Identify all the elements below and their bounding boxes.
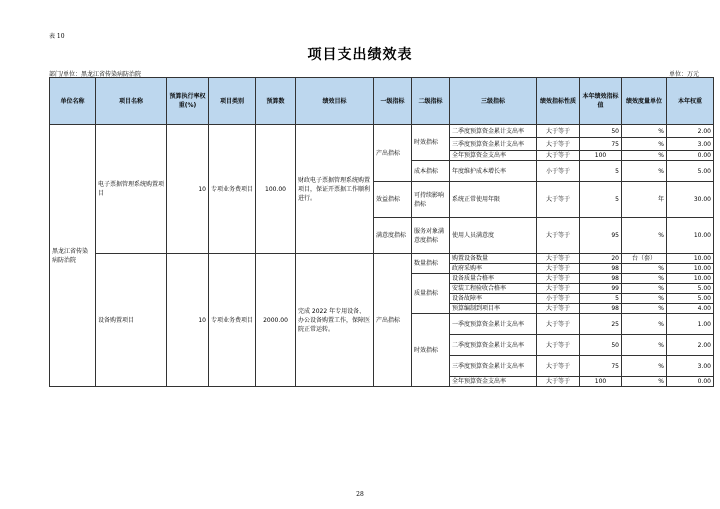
value-cell: 95 — [580, 218, 622, 254]
header-level2: 二级指标 — [412, 78, 450, 125]
value-cell: 5 — [580, 161, 622, 182]
exec-weight-cell: 10 — [167, 254, 209, 387]
weight-cell: 1.00 — [667, 314, 714, 335]
exec-weight-cell: 10 — [167, 125, 209, 254]
nature-cell: 大于等于 — [537, 182, 580, 218]
weight-cell: 10.00 — [667, 218, 714, 254]
nature-cell: 大于等于 — [537, 356, 580, 377]
value-cell: 75 — [580, 356, 622, 377]
value-cell: 100 — [580, 151, 622, 161]
level3-cell: 系统正常使用年限 — [450, 182, 537, 218]
table-number: 表 10 — [49, 33, 65, 40]
weight-cell: 5.00 — [667, 161, 714, 182]
level3-cell: 政府采购率 — [450, 264, 537, 274]
value-cell: 25 — [580, 314, 622, 335]
level3-cell: 三季度预算资金累计支出率 — [450, 356, 537, 377]
level3-cell: 三季度预算资金累计支出率 — [450, 138, 537, 151]
value-cell: 100 — [580, 377, 622, 387]
value-cell: 5 — [580, 182, 622, 218]
measure-unit-cell: % — [622, 151, 667, 161]
nature-cell: 大于等于 — [537, 284, 580, 294]
level3-cell: 设备质量合格率 — [450, 274, 537, 284]
measure-unit-cell: % — [622, 284, 667, 294]
value-cell: 5 — [580, 294, 622, 304]
table-row — [50, 254, 714, 264]
project-name-cell: 设备购置项目 — [96, 254, 167, 387]
level2-cell: 成本指标 — [412, 161, 450, 182]
measure-unit-cell: % — [622, 218, 667, 254]
value-cell: 75 — [580, 138, 622, 151]
level3-cell: 二季度预算资金累计支出率 — [450, 335, 537, 356]
level2-cell: 服务对象满意度指标 — [412, 218, 450, 254]
nature-cell: 大于等于 — [537, 125, 580, 138]
level3-cell: 设备故障率 — [450, 294, 537, 304]
level3-cell: 购置设备数量 — [450, 254, 537, 264]
page-number: 28 — [356, 491, 364, 498]
goal-cell: 财政电子票据管理系统购置项目，保证开票据工作顺利进行。 — [296, 125, 374, 254]
level2-cell: 质量指标 — [412, 274, 450, 314]
nature-cell: 小于等于 — [537, 294, 580, 304]
budget-cell: 100.00 — [256, 125, 296, 254]
weight-cell: 2.00 — [667, 335, 714, 356]
table-header-row — [50, 78, 714, 125]
weight-cell: 10.00 — [667, 264, 714, 274]
measure-unit-cell: % — [622, 377, 667, 387]
value-cell: 20 — [580, 254, 622, 264]
category-cell: 专项业务费项目 — [209, 254, 256, 387]
measure-unit-cell: % — [622, 314, 667, 335]
nature-cell: 小于等于 — [537, 161, 580, 182]
header-measure-unit: 绩效度量单位 — [622, 78, 667, 125]
weight-cell: 5.00 — [667, 284, 714, 294]
value-cell: 98 — [580, 274, 622, 284]
category-cell: 专项业务费项目 — [209, 125, 256, 254]
department-label: 部门/单位：黑龙江省传染病防治院 — [49, 71, 142, 78]
level3-cell: 年度维护成本增长率 — [450, 161, 537, 182]
header-unit-name: 单位名称 — [50, 78, 96, 125]
measure-unit-cell: % — [622, 264, 667, 274]
level3-cell: 预算编制到项目率 — [450, 304, 537, 314]
weight-cell: 3.00 — [667, 356, 714, 377]
weight-cell: 3.00 — [667, 138, 714, 151]
level3-cell: 一季度预算资金累计支出率 — [450, 314, 537, 335]
measure-unit-cell: % — [622, 304, 667, 314]
header-goal: 绩效目标 — [296, 78, 374, 125]
nature-cell: 大于等于 — [537, 254, 580, 264]
weight-cell: 0.00 — [667, 377, 714, 387]
performance-table — [49, 77, 714, 387]
nature-cell: 大于等于 — [537, 304, 580, 314]
value-cell: 50 — [580, 125, 622, 138]
goal-cell: 完成 2022 年专用设备、办公设备购置工作，保障医院正常运转。 — [296, 254, 374, 387]
weight-cell: 5.00 — [667, 294, 714, 304]
nature-cell: 大于等于 — [537, 264, 580, 274]
weight-cell: 4.00 — [667, 304, 714, 314]
weight-cell: 2.00 — [667, 125, 714, 138]
weight-cell: 0.00 — [667, 151, 714, 161]
measure-unit-cell: 台（套） — [622, 254, 667, 264]
nature-cell: 大于等于 — [537, 218, 580, 254]
table-row — [50, 125, 714, 138]
measure-unit-cell: % — [622, 125, 667, 138]
level2-cell: 时效指标 — [412, 125, 450, 161]
header-project-category: 项目类别 — [209, 78, 256, 125]
level3-cell: 二季度预算资金累计支出率 — [450, 125, 537, 138]
nature-cell: 大于等于 — [537, 138, 580, 151]
level2-cell: 时效指标 — [412, 314, 450, 387]
header-exec-weight: 预算执行率权重(%) — [167, 78, 209, 125]
page-title: 项目支出绩效表 — [307, 47, 413, 63]
project-name-cell: 电子票据管理系统购置项目 — [96, 125, 167, 254]
level3-cell: 使用人员满意度 — [450, 218, 537, 254]
nature-cell: 大于等于 — [537, 335, 580, 356]
level1-cell: 满意度指标 — [374, 218, 412, 254]
measure-unit-cell: % — [622, 294, 667, 304]
measure-unit-cell: % — [622, 138, 667, 151]
level3-cell: 全年预算资金支出率 — [450, 377, 537, 387]
level2-cell: 数量指标 — [412, 254, 450, 274]
weight-cell: 10.00 — [667, 254, 714, 264]
level3-cell: 全年预算资金支出率 — [450, 151, 537, 161]
value-cell: 99 — [580, 284, 622, 294]
measure-unit-cell: % — [622, 356, 667, 377]
value-cell: 98 — [580, 264, 622, 274]
header-target-value: 本年绩效指标值 — [580, 78, 622, 125]
weight-cell: 30.00 — [667, 182, 714, 218]
level1-cell: 效益指标 — [374, 182, 412, 218]
measure-unit-cell: % — [622, 274, 667, 284]
level3-cell: 安装工程验收合格率 — [450, 284, 537, 294]
unit-name-cell: 黑龙江省传染病防治院 — [50, 125, 96, 387]
header-budget: 预算数 — [256, 78, 296, 125]
measure-unit-cell: % — [622, 335, 667, 356]
header-nature: 绩效指标性质 — [537, 78, 580, 125]
header-project-name: 项目名称 — [96, 78, 167, 125]
level2-cell: 可持续影响指标 — [412, 182, 450, 218]
header-level1: 一级指标 — [374, 78, 412, 125]
budget-cell: 2000.00 — [256, 254, 296, 387]
level1-cell: 产出指标 — [374, 254, 412, 387]
nature-cell: 大于等于 — [537, 151, 580, 161]
measure-unit-cell: % — [622, 161, 667, 182]
header-level3: 三级指标 — [450, 78, 537, 125]
measure-unit-cell: 年 — [622, 182, 667, 218]
weight-cell: 10.00 — [667, 274, 714, 284]
value-cell: 50 — [580, 335, 622, 356]
header-year-weight: 本年权重 — [667, 78, 714, 125]
currency-unit-label: 单位：万元 — [668, 71, 699, 78]
value-cell: 98 — [580, 304, 622, 314]
nature-cell: 大于等于 — [537, 274, 580, 284]
nature-cell: 大于等于 — [537, 314, 580, 335]
level1-cell: 产出指标 — [374, 125, 412, 182]
nature-cell: 大于等于 — [537, 377, 580, 387]
